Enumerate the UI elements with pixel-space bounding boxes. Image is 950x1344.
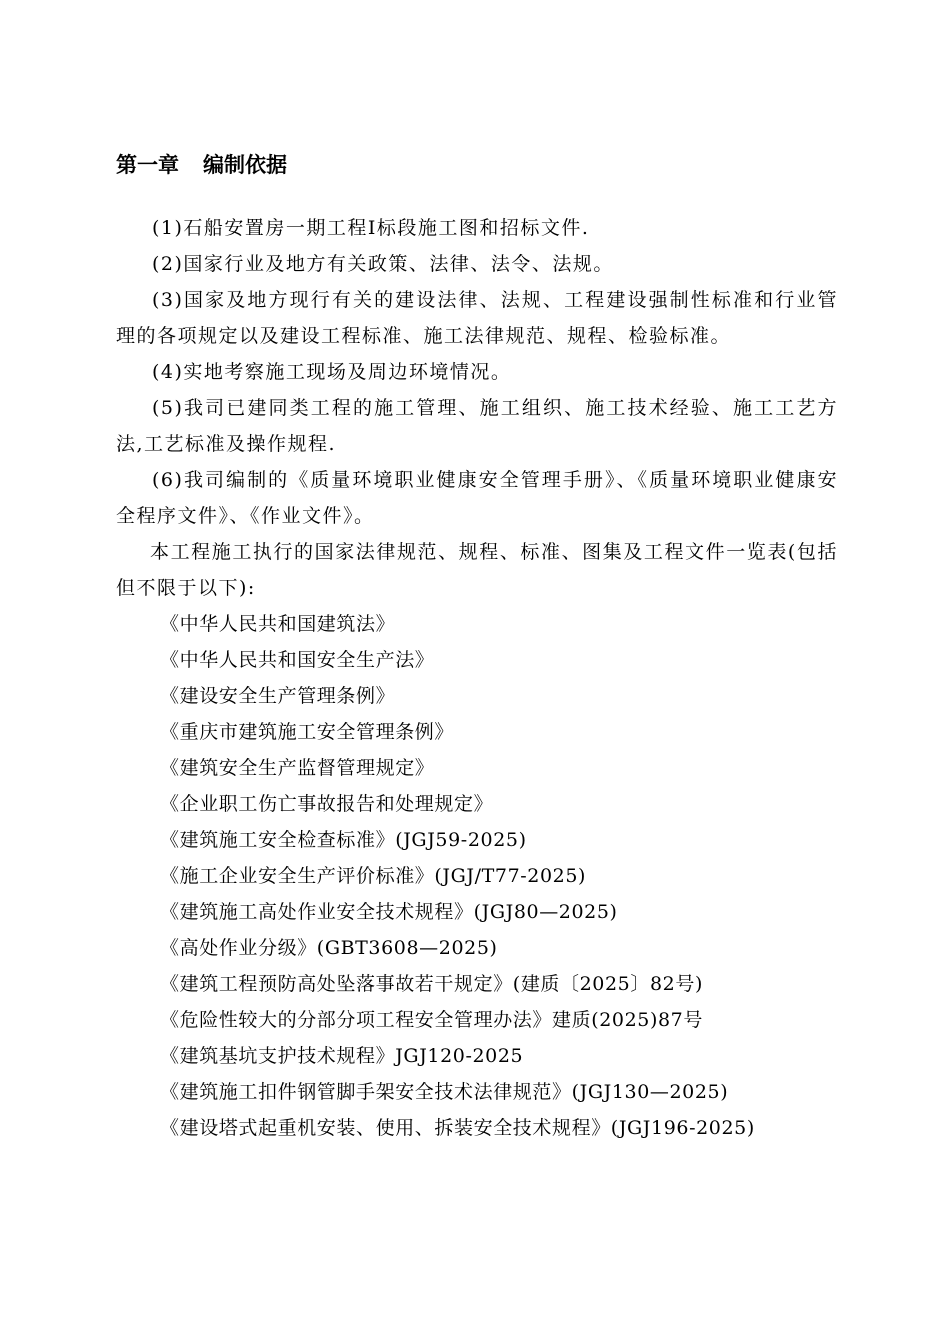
standard-item: 《中华人民共和国安全生产法》 — [160, 649, 435, 671]
standard-item: 《企业职工伤亡事故报告和处理规定》 — [160, 793, 494, 815]
standard-item: 《建筑安全生产监督管理规定》 — [160, 757, 435, 779]
basis-paragraph-5: (5)我司已建同类工程的施工管理、施工组织、施工技术经验、施工工艺方法,工艺标准及操作规程. — [116, 397, 838, 455]
standard-item: 《高处作业分级》(GBT3608—2025) — [160, 937, 498, 959]
standard-item: 《建筑施工安全检查标准》(JGJ59-2025) — [160, 829, 527, 851]
basis-paragraph-3: (3)国家及地方现行有关的建设法律、法规、工程建设强制性标准和行业管理的各项规定以及建设工程标准、施工法律规范、规程、检验标准。 — [116, 289, 838, 347]
standards-list — [116, 606, 838, 1146]
standard-item: 《建设安全生产管理条例》 — [160, 685, 396, 707]
standard-item: 《中华人民共和国建筑法》 — [160, 613, 396, 635]
chapter-number: 第一章 — [116, 153, 179, 177]
standard-item: 《建设塔式起重机安装、使用、拆装安全技术规程》(JGJ196-2025) — [160, 1117, 755, 1139]
basis-paragraph-2: (2)国家行业及地方有关政策、法律、法令、法规。 — [152, 253, 614, 275]
basis-paragraph-1: (1)石船安置房一期工程Ⅰ标段施工图和招标文件. — [152, 217, 590, 239]
standard-item: 《危险性较大的分部分项工程安全管理办法》建质(2025)87号 — [160, 1009, 703, 1031]
standard-item: 《建筑基坑支护技术规程》JGJ120-2025 — [160, 1045, 524, 1067]
basis-paragraph-6: (6)我司编制的《质量环境职业健康安全管理手册》、《质量环境职业健康安全程序文件》、《作业文件》。 — [116, 469, 838, 527]
chapter-title: 编制依据 — [203, 153, 287, 177]
basis-paragraph-4: (4)实地考察施工现场及周边环境情况。 — [152, 361, 512, 383]
standards-intro: 本工程施工执行的国家法律规范、规程、标准、图集及工程文件一览表(包括但不限于以下): — [116, 541, 838, 599]
chapter-heading — [116, 150, 287, 180]
standard-item: 《施工企业安全生产评价标准》(JGJ/T77-2025) — [160, 865, 587, 887]
standard-item: 《建筑施工高处作业安全技术规程》(JGJ80—2025) — [160, 901, 618, 923]
document-body — [116, 210, 838, 1146]
standard-item: 《重庆市建筑施工安全管理条例》 — [160, 721, 455, 743]
standard-item: 《建筑工程预防高处坠落事故若干规定》(建质〔2025〕82号) — [160, 973, 703, 995]
standard-item: 《建筑施工扣件钢管脚手架安全技术法律规范》(JGJ130—2025) — [160, 1081, 729, 1103]
